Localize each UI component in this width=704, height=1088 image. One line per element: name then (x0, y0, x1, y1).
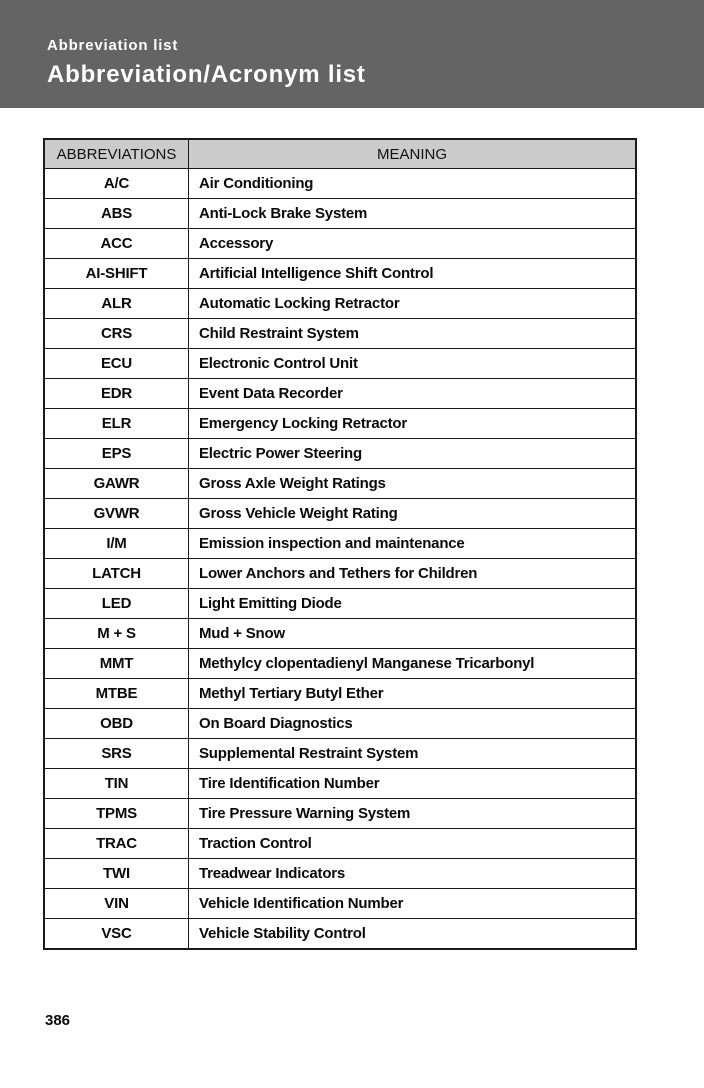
table-row (44, 709, 636, 739)
meaning-cell: On Board Diagnostics (189, 709, 637, 739)
table-row (44, 889, 636, 919)
meaning-cell: Accessory (189, 229, 637, 259)
meaning-cell: Artificial Intelligence Shift Control (189, 259, 637, 289)
meaning-cell: Supplemental Restraint System (189, 739, 637, 769)
table-row (44, 409, 636, 439)
table-row (44, 529, 636, 559)
meaning-cell: Tire Pressure Warning System (189, 799, 637, 829)
page-title: Abbreviation/Acronym list (47, 60, 366, 88)
abbreviation-cell: MTBE (44, 679, 189, 709)
meaning-cell: Lower Anchors and Tethers for Children (189, 559, 637, 589)
abbreviation-cell: I/M (44, 529, 189, 559)
meaning-cell: Anti-Lock Brake System (189, 199, 637, 229)
meaning-cell: Air Conditioning (189, 169, 637, 199)
column-header-abbreviations: ABBREVIATIONS (44, 139, 189, 169)
section-kicker: Abbreviation list (47, 37, 179, 54)
table-row (44, 619, 636, 649)
table-row (44, 769, 636, 799)
abbreviation-cell: ACC (44, 229, 189, 259)
column-header-meaning: MEANING (189, 139, 637, 169)
table-row (44, 589, 636, 619)
meaning-cell: Event Data Recorder (189, 379, 637, 409)
meaning-cell: Tire Identification Number (189, 769, 637, 799)
table-row (44, 649, 636, 679)
abbreviation-cell: TWI (44, 859, 189, 889)
table-row (44, 259, 636, 289)
abbreviation-cell: AI-SHIFT (44, 259, 189, 289)
table-row (44, 349, 636, 379)
abbreviation-cell: ABS (44, 199, 189, 229)
table-row (44, 469, 636, 499)
meaning-cell: Treadwear Indicators (189, 859, 637, 889)
abbreviation-cell: ECU (44, 349, 189, 379)
abbreviation-cell: VIN (44, 889, 189, 919)
abbreviation-cell: EPS (44, 439, 189, 469)
abbreviation-cell: EDR (44, 379, 189, 409)
table-row (44, 919, 636, 950)
meaning-cell: Electric Power Steering (189, 439, 637, 469)
table-row (44, 439, 636, 469)
meaning-cell: Methyl Tertiary Butyl Ether (189, 679, 637, 709)
meaning-cell: Gross Vehicle Weight Rating (189, 499, 637, 529)
meaning-cell: Methylcy clopentadienyl Manganese Tricarbonyl (189, 649, 637, 679)
table-row (44, 499, 636, 529)
table-row (44, 229, 636, 259)
abbreviation-cell: M + S (44, 619, 189, 649)
meaning-cell: Electronic Control Unit (189, 349, 637, 379)
table-row (44, 289, 636, 319)
meaning-cell: Emergency Locking Retractor (189, 409, 637, 439)
table-row (44, 199, 636, 229)
meaning-cell: Traction Control (189, 829, 637, 859)
table-row (44, 799, 636, 829)
abbreviation-cell: TRAC (44, 829, 189, 859)
table-row (44, 829, 636, 859)
abbreviation-table (43, 138, 637, 950)
abbreviation-cell: GAWR (44, 469, 189, 499)
abbreviation-cell: TPMS (44, 799, 189, 829)
meaning-cell: Child Restraint System (189, 319, 637, 349)
meaning-cell: Emission inspection and maintenance (189, 529, 637, 559)
table-row (44, 559, 636, 589)
abbreviation-cell: OBD (44, 709, 189, 739)
abbreviation-cell: GVWR (44, 499, 189, 529)
meaning-cell: Gross Axle Weight Ratings (189, 469, 637, 499)
meaning-cell: Automatic Locking Retractor (189, 289, 637, 319)
abbreviation-cell: LED (44, 589, 189, 619)
abbreviation-cell: TIN (44, 769, 189, 799)
abbreviation-cell: MMT (44, 649, 189, 679)
table-row (44, 169, 636, 199)
abbreviation-cell: CRS (44, 319, 189, 349)
abbreviation-cell: SRS (44, 739, 189, 769)
table-row (44, 379, 636, 409)
meaning-cell: Mud + Snow (189, 619, 637, 649)
meaning-cell: Vehicle Stability Control (189, 919, 637, 950)
table-row (44, 739, 636, 769)
table-header-row (44, 139, 636, 169)
table-row (44, 859, 636, 889)
table-row (44, 319, 636, 349)
meaning-cell: Vehicle Identification Number (189, 889, 637, 919)
meaning-cell: Light Emitting Diode (189, 589, 637, 619)
table-row (44, 679, 636, 709)
abbreviation-cell: ELR (44, 409, 189, 439)
abbreviation-cell: A/C (44, 169, 189, 199)
abbreviation-cell: ALR (44, 289, 189, 319)
abbreviation-cell: VSC (44, 919, 189, 950)
abbreviation-cell: LATCH (44, 559, 189, 589)
page-header-banner (0, 0, 704, 108)
page-number: 386 (45, 1012, 71, 1029)
